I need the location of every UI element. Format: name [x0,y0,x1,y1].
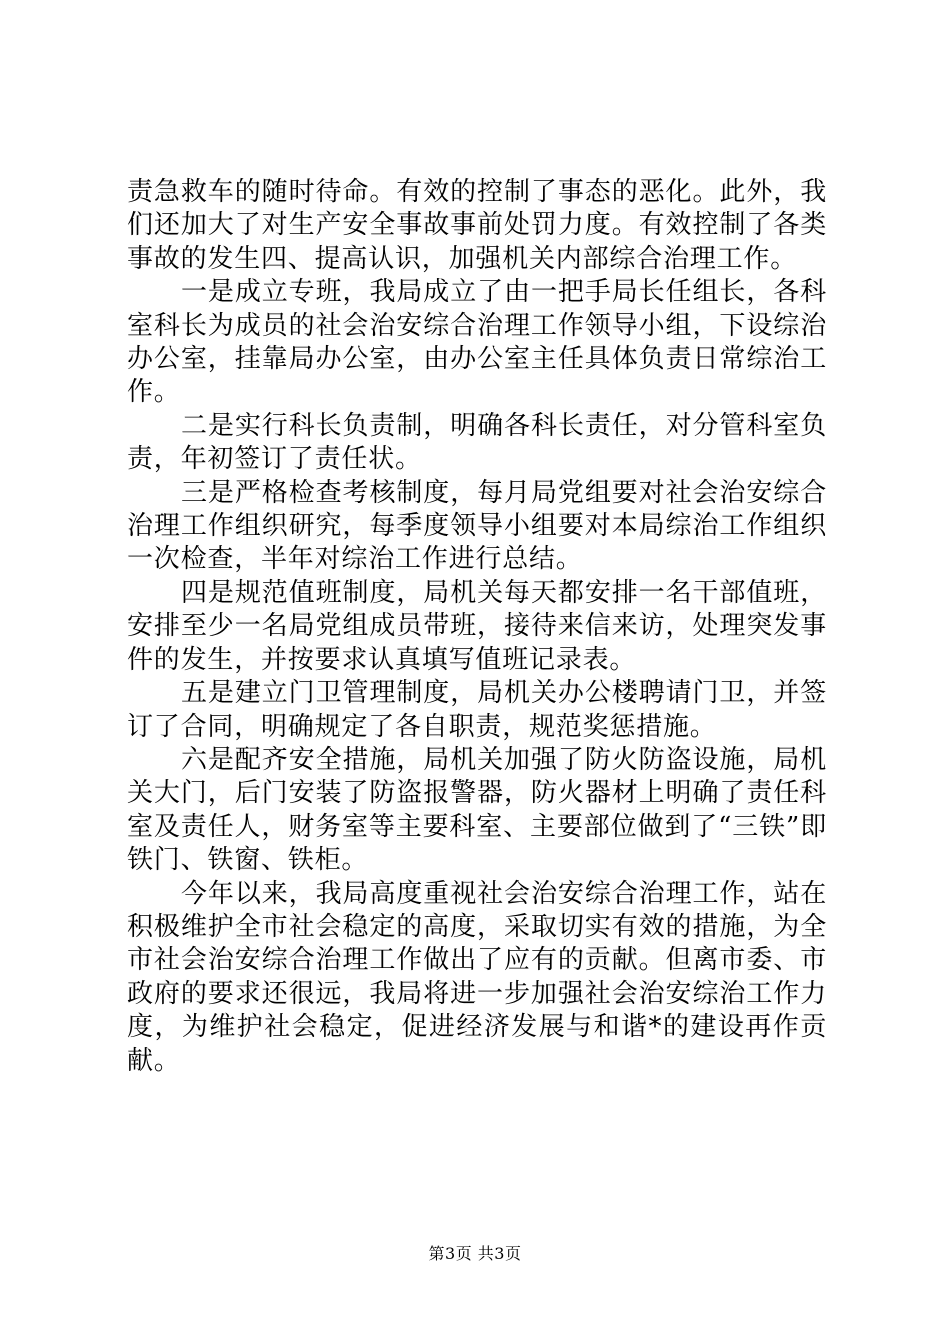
paragraph-item-2: 二是实行科长负责制，明确各科长责任，对分管科室负责，年初签订了责任状。 [127,410,827,475]
paragraph-item-5: 五是建立门卫管理制度，局机关办公楼聘请门卫，并签订了合同，明确规定了各自职责，规范奖惩措施。 [127,678,827,742]
document-body [127,176,827,1078]
paragraph-item-3: 三是严格检查考核制度，每月局党组要对社会治安综合治理工作组织研究，每季度领导小组要对本局综治工作组织一次检查，半年对综治工作进行总结。 [127,477,827,575]
paragraph-summary: 今年以来，我局高度重视社会治安综合治理工作，站在积极维护全市社会稳定的高度，采取切实有效的措施，为全市社会治安综合治理工作做出了应有的贡献。但离市委、市政府的要求还很远，我局将进一步加强社会治安综治工作力度，为维护社会稳定，促进经济发展与和谐*的建设再作贡献。 [127,878,827,1076]
paragraph-continuation: 责急救车的随时待命。有效的控制了事态的恶化。此外，我们还加大了对生产安全事故事前处罚力度。有效控制了各类事故的发生四、提高认识，加强机关内部综合治理工作。 [127,177,827,274]
page-number-footer: 第3页 共3页 [428,1244,522,1263]
paragraph-item-6: 六是配齐安全措施，局机关加强了防火防盗设施，局机关大门，后门安装了防盗报警器，防火器材上明确了责任科室及责任人，财务室等主要科室、主要部位做到了“三铁”即铁门、铁窗、铁柜。 [127,744,827,876]
paragraph-item-1: 一是成立专班，我局成立了由一把手局长任组长，各科室科长为成员的社会治安综合治理工作领导小组，下设综治办公室，挂靠局办公室，由办公室主任具体负责日常综治工作。 [127,277,827,408]
paragraph-item-4: 四是规范值班制度，局机关每天都安排一名干部值班，安排至少一名局党组成员带班，接待来信来访，处理突发事件的发生，并按要求认真填写值班记录表。 [127,577,827,675]
